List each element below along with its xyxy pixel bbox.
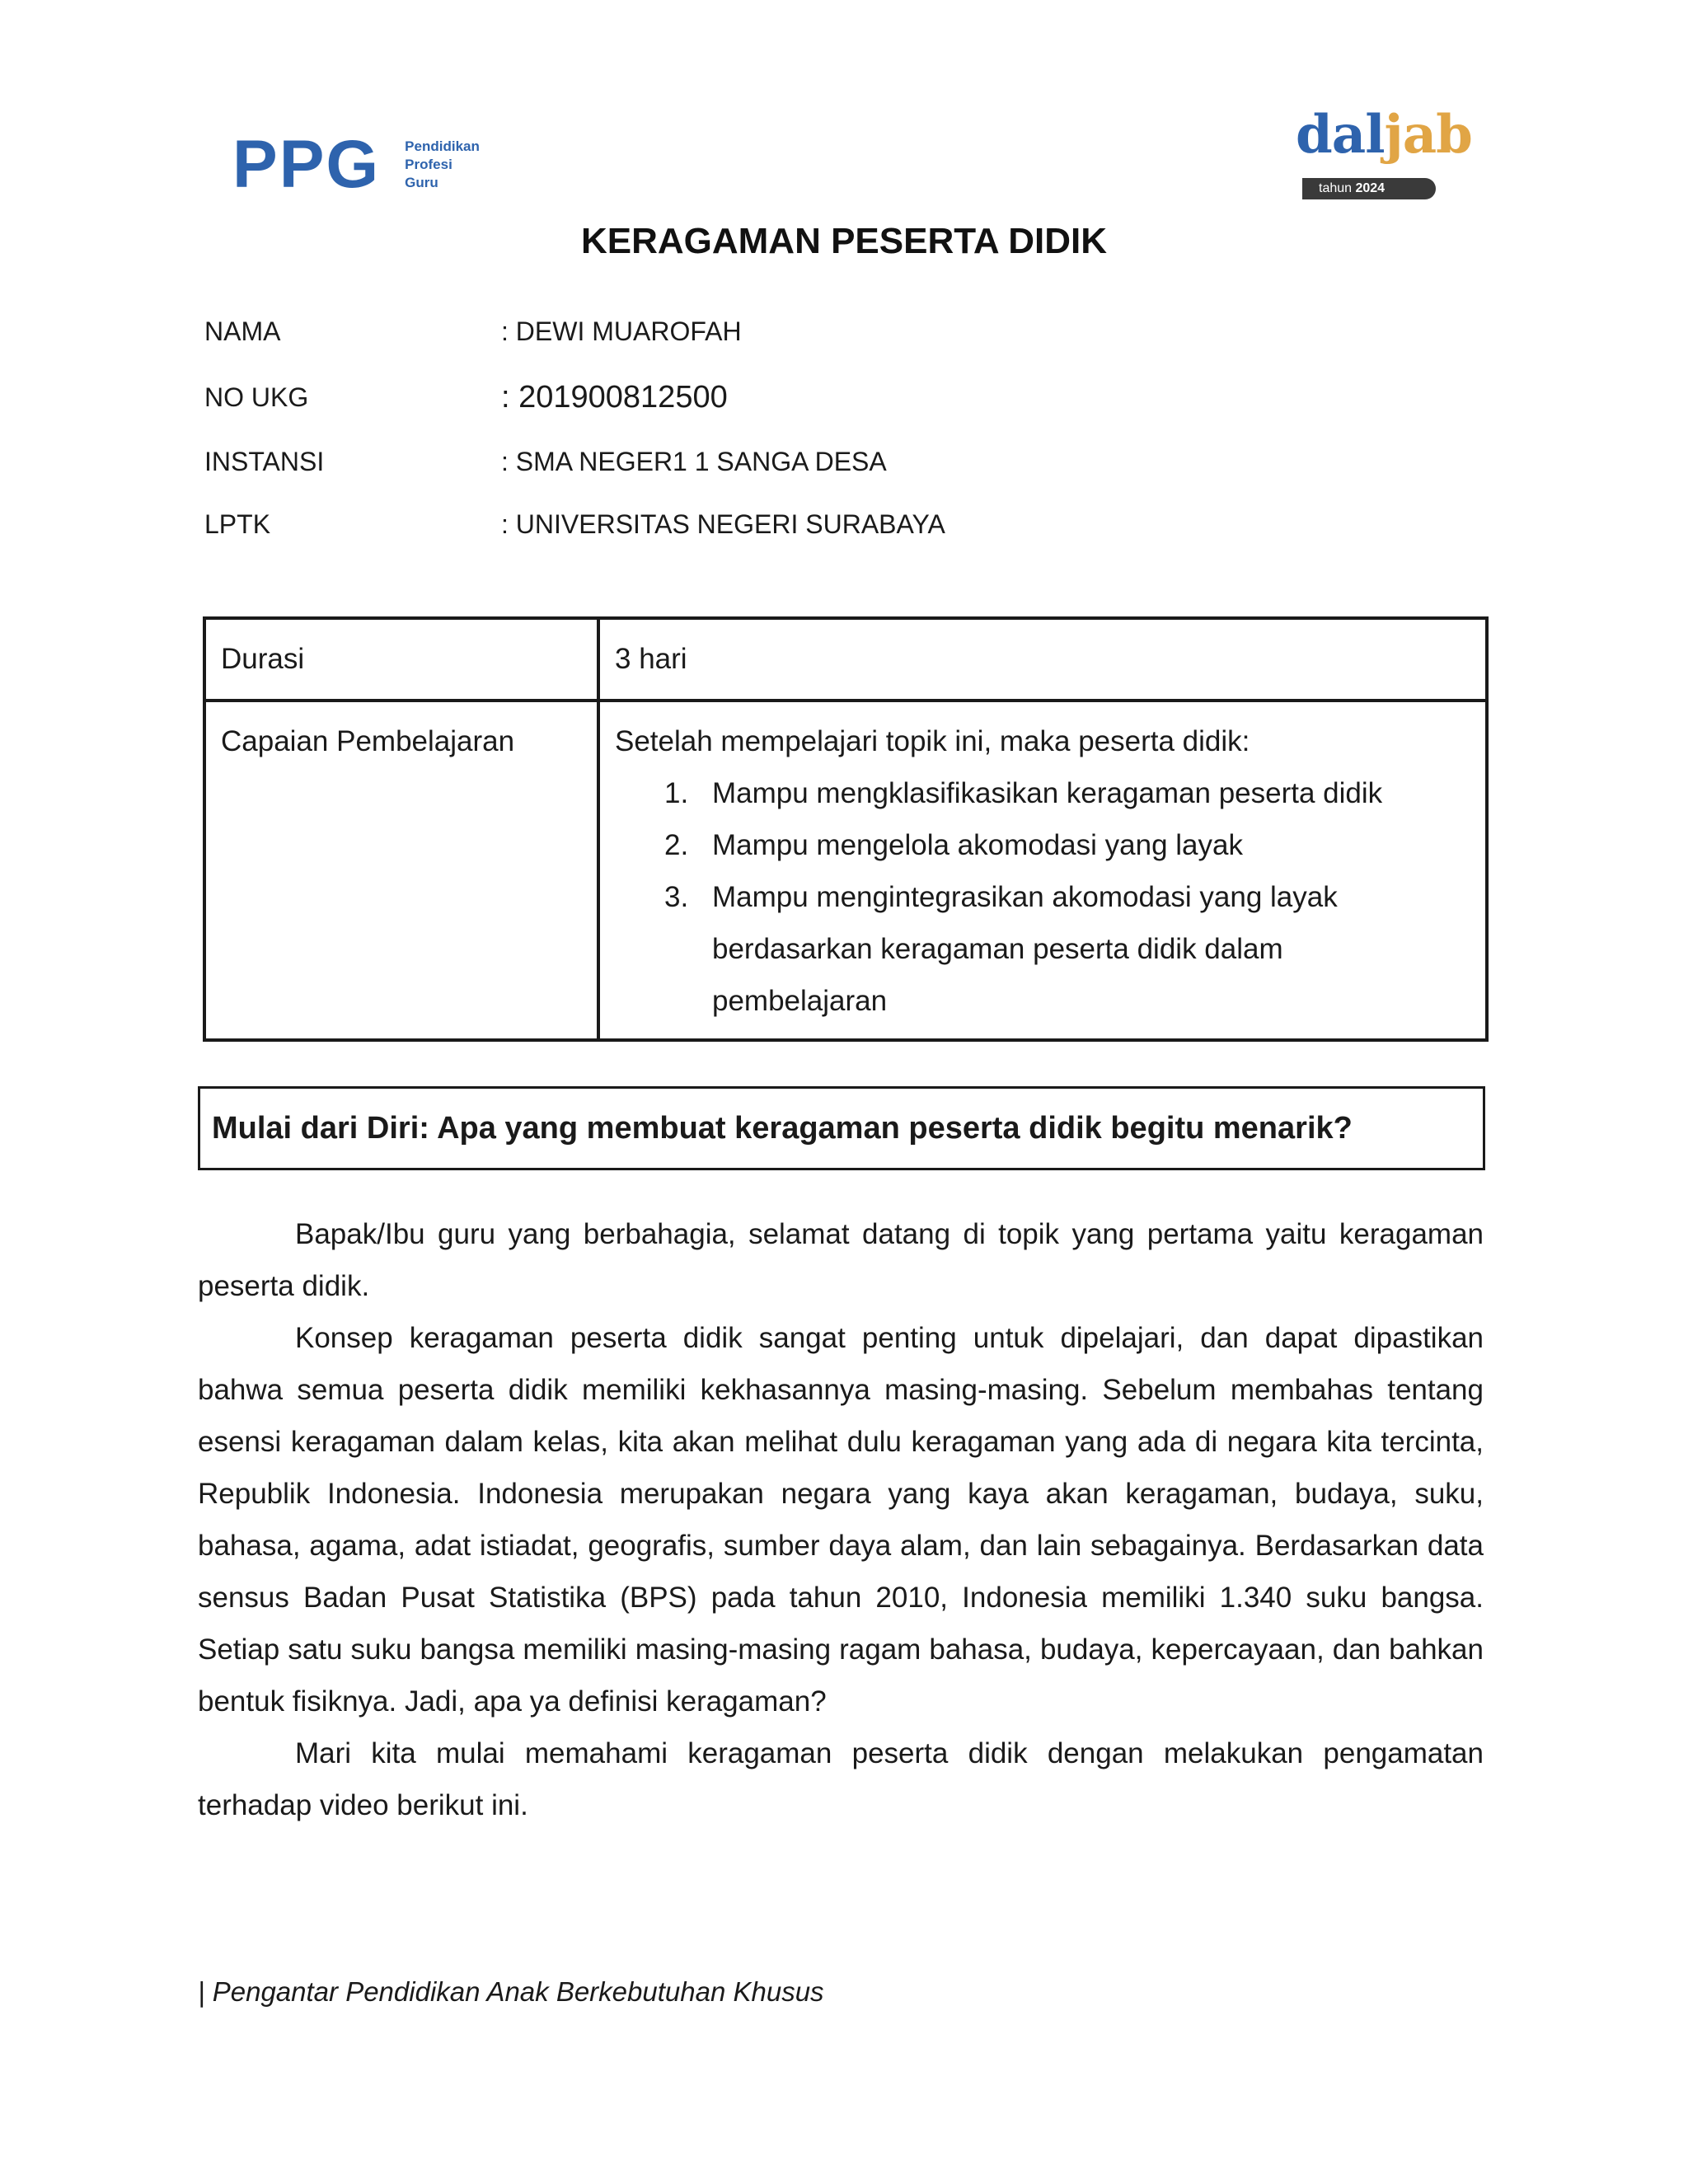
daljab-part2: jab bbox=[1384, 104, 1472, 166]
table-cell-capaian-intro: Setelah mempelajari topik ini, maka peserta didik: bbox=[615, 725, 1250, 757]
list-item-number: 1. bbox=[664, 777, 689, 809]
info-label: NO UKG bbox=[204, 382, 309, 412]
ppg-logo-line1: Pendidikan bbox=[405, 138, 480, 154]
daljab-badge-prefix: tahun bbox=[1319, 181, 1356, 195]
body-text bbox=[198, 1208, 1484, 1831]
table-divider-horizontal bbox=[206, 699, 1485, 702]
info-label: INSTANSI bbox=[204, 446, 325, 476]
info-value: : 201900812500 bbox=[501, 379, 728, 415]
table-cell-capaian-label: Capaian Pembelajaran bbox=[221, 725, 515, 757]
info-label: NAMA bbox=[204, 316, 281, 346]
ppg-logo-line3: Guru bbox=[405, 175, 438, 190]
daljab-year-badge bbox=[1302, 178, 1436, 199]
daljab-logo bbox=[1294, 104, 1472, 206]
ppg-logo-text: PPG bbox=[232, 127, 381, 202]
paragraph: Mari kita mulai memahami keragaman peserta didik dengan melakukan pengamatan terhadap video berikut ini. bbox=[198, 1737, 1484, 1821]
learning-outcome-table bbox=[203, 616, 1489, 1042]
info-value: : UNIVERSITAS NEGERI SURABAYA bbox=[501, 509, 945, 539]
section-heading: Mulai dari Diri: Apa yang membuat keragaman peserta didik begitu menarik? bbox=[212, 1110, 1353, 1146]
list-item: Mampu mengintegrasikan akomodasi yang layak bbox=[712, 881, 1338, 913]
ppg-logo-subtitle bbox=[405, 138, 480, 192]
paragraph: Konsep keragaman peserta didik sangat penting untuk dipelajari, dan dapat dipastikan bahwa semua peserta didik memiliki kekhasannya masing-masing. Sebelum membahas tentang esensi keragaman dalam kelas, kita akan melihat dulu keragaman yang ada di negara kita tercinta, Republik Indonesia. Indonesia merupakan negara yang kaya akan keragaman, budaya, suku, bahasa, agama, adat istiadat, geografis, sumber daya alam, dan lain sebagainya. Berdasarkan data sensus Badan Pusat Statistika (BPS) pada tahun 2010, Indonesia memiliki 1.340 suku bangsa. Setiap satu suku bangsa memiliki masing-masing ragam bahasa, budaya, kepercayaan, dan bahkan bentuk fisiknya. Jadi, apa ya definisi keragaman? bbox=[198, 1322, 1484, 1718]
list-item-continuation: pembelajaran bbox=[712, 985, 888, 1017]
paragraph: Bapak/Ibu guru yang berbahagia, selamat datang di topik yang pertama yaitu keragaman peserta didik. bbox=[198, 1218, 1484, 1302]
info-row-no-ukg bbox=[204, 381, 728, 414]
info-value: : DEWI MUAROFAH bbox=[501, 316, 742, 346]
ppg-logo-line2: Profesi bbox=[405, 157, 452, 172]
page-footer: | Pengantar Pendidikan Anak Berkebutuhan Khusus bbox=[198, 1976, 824, 2007]
info-label: LPTK bbox=[204, 509, 271, 539]
list-item-number: 2. bbox=[664, 829, 689, 861]
daljab-badge-year: 2024 bbox=[1355, 181, 1386, 195]
section-heading-box bbox=[198, 1086, 1485, 1170]
list-item-continuation: berdasarkan keragaman peserta didik dalam bbox=[712, 933, 1283, 965]
daljab-part1: dal bbox=[1296, 104, 1385, 166]
table-cell-durasi-label: Durasi bbox=[221, 643, 305, 675]
info-value: : SMA NEGER1 1 SANGA DESA bbox=[501, 446, 887, 476]
info-row-lptk bbox=[204, 508, 945, 541]
list-item: Mampu mengelola akomodasi yang layak bbox=[712, 829, 1243, 861]
daljab-wordmark bbox=[1296, 104, 1472, 166]
list-item-number: 3. bbox=[664, 881, 689, 913]
table-cell-durasi-value: 3 hari bbox=[615, 643, 687, 675]
ppg-logo bbox=[232, 124, 496, 206]
info-row-nama bbox=[204, 315, 742, 348]
info-row-instansi bbox=[204, 445, 887, 478]
table-divider-vertical bbox=[597, 620, 600, 1038]
list-item: Mampu mengklasifikasikan keragaman peserta didik bbox=[712, 777, 1383, 809]
document-title: KERAGAMAN PESERTA DIDIK bbox=[580, 221, 1108, 261]
